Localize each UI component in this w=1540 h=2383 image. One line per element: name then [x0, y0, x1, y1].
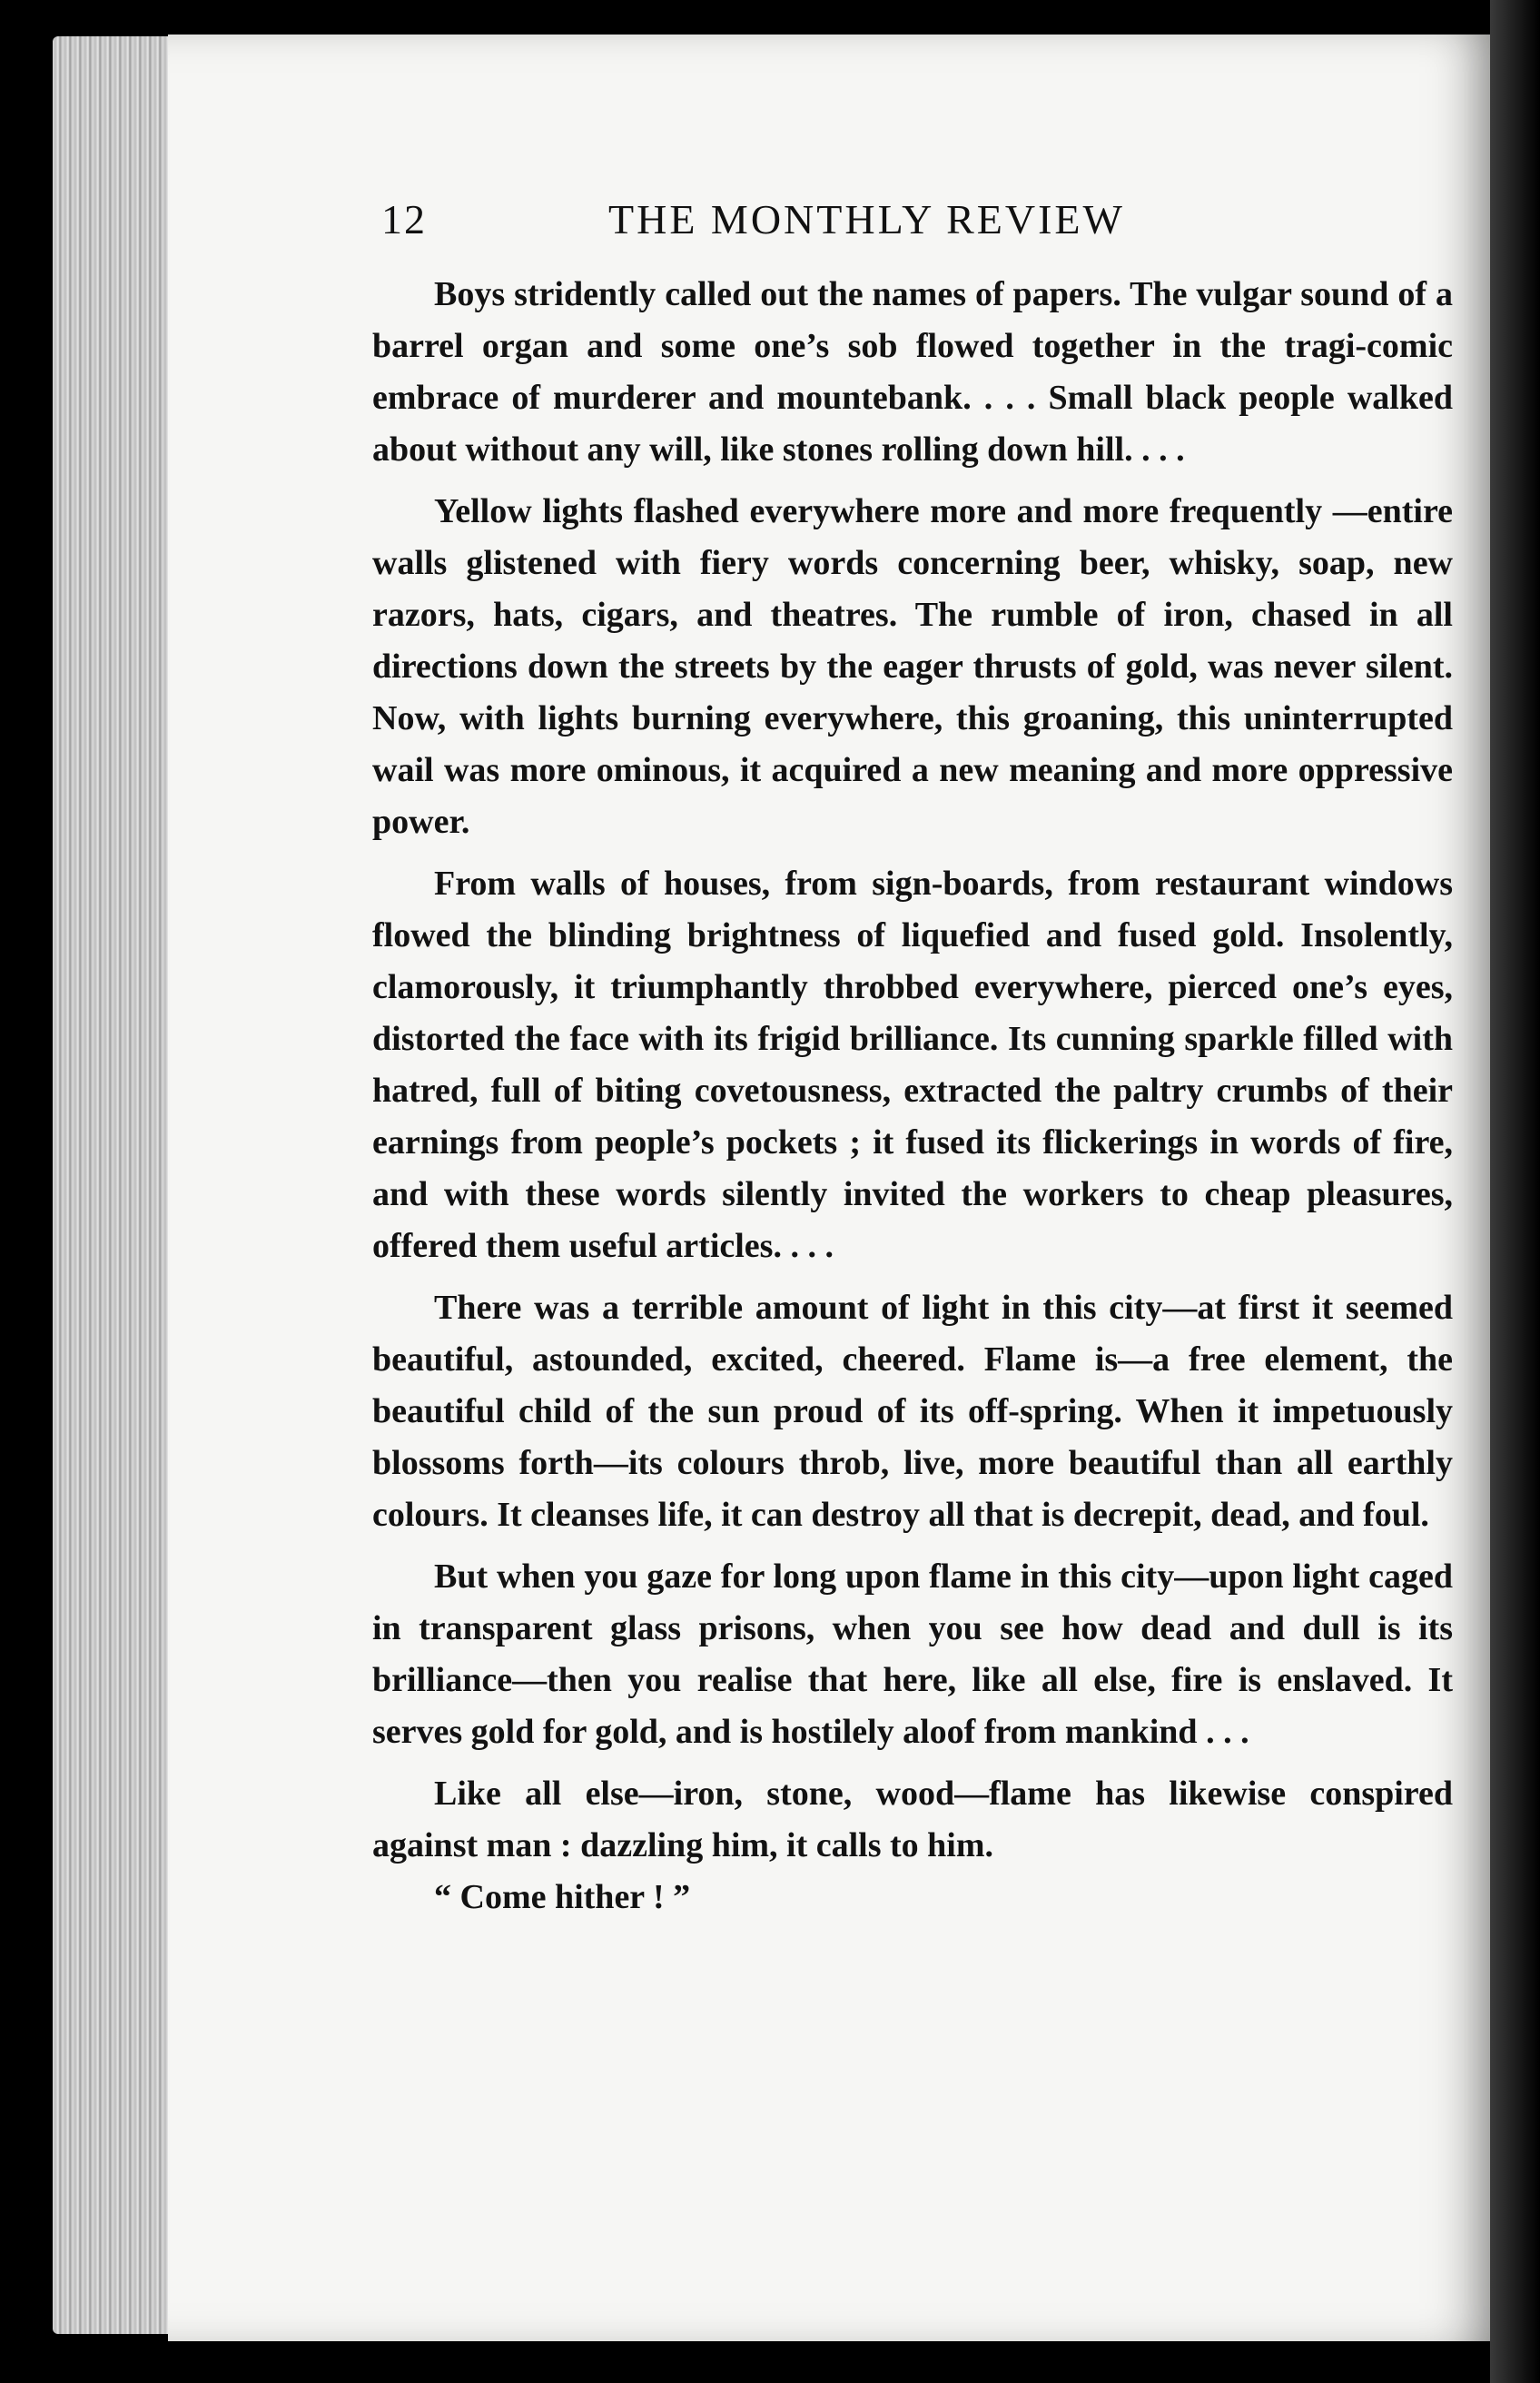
paragraph: Yellow lights flashed everywhere more and more frequently —entire walls glistened with fiery words concerning beer, whisky, soap, new razors, hats, cigars, and theatres. The rumble of iron, chased in all directions down the streets by the eager thrusts of gold, was never silent. Now, with lights burning everywhere, this groaning, this uninterrupted wail was more ominous, it acquired a new meaning and more oppressive power. — [372, 492, 1453, 841]
page-number: 12 — [381, 196, 427, 242]
paragraph: There was a terrible amount of light in this city—at first it seemed beautiful, astounded, excited, cheered. Flame is—a free element, the beautiful child of the sun proud of its off-spring. When it impetuously blossoms forth—its colours throb, live, more beautiful than all earthly colours. It cleanses life, it can destroy all that is decrepit, dead, and foul. — [372, 1289, 1453, 1534]
paragraph: Boys stridently called out the names of papers. The vulgar sound of a barrel organ and some one’s sob flowed together in the tragi-comic embrace of murderer and mountebank. . . . Small black people walked about without any will, like stones rolling down hill. . . . — [372, 275, 1453, 469]
paragraph: But when you gaze for long upon flame in this city—upon light caged in transparent glass prisons, when you see how dead and dull is its brilliance—then you realise that here, like all else, fire is enslaved. It serves gold for gold, and is hostilely aloof from mankind . . . — [372, 1557, 1453, 1751]
body-text — [372, 269, 1453, 1933]
paragraph: From walls of houses, from sign-boards, from restaurant windows flowed the blinding brightness of liquefied and fused gold. Insolently, clamorously, it triumphantly throbbed everywhere, pierced one’s eyes, distorted the face with its frigid brilliance. Its cunning sparkle filled with hatred, full of biting covetousness, extracted the paltry crumbs of their earnings from people’s pockets ; it fused its flickerings in words of fire, and with these words silently invited the workers to cheap pleasures, offered them useful articles. . . . — [372, 865, 1453, 1265]
gutter-shadow — [1490, 0, 1540, 2383]
paragraph: “ Come hither ! ” — [434, 1878, 691, 1916]
running-title: THE MONTHLY REVIEW — [608, 196, 1125, 242]
paragraph: Like all else—iron, stone, wood—flame has likewise conspired against man : dazzling him, it calls to him. — [372, 1775, 1453, 1864]
